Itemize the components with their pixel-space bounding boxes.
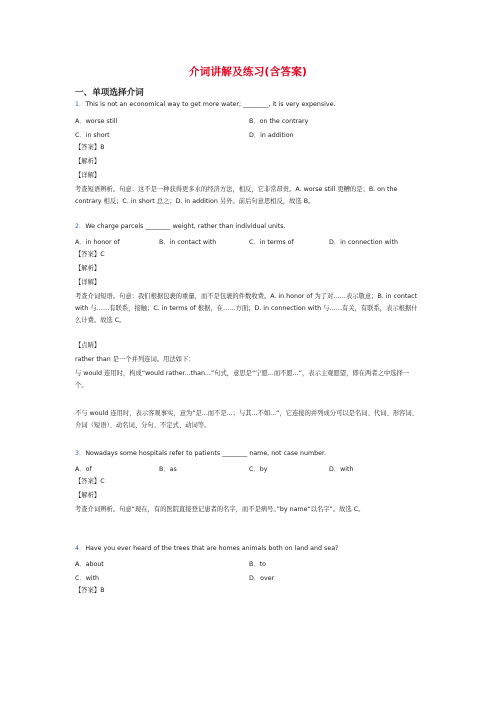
option-b: B．as <box>159 466 177 473</box>
option-b: B．to <box>249 561 266 568</box>
option-b: B．in contact with <box>159 239 217 246</box>
analysis-label: 【解析】 <box>75 265 101 272</box>
option-d: D．with <box>329 466 354 473</box>
analysis-label: 【解析】 <box>75 492 101 499</box>
option-c: C．in terms of <box>249 239 294 246</box>
page-title: 介词讲解及练习(含答案) <box>188 66 308 78</box>
option-d: D．in connection with <box>329 239 398 246</box>
answer-label: 【答案】B <box>75 144 105 151</box>
question-text: Have you ever heard of the trees that are homes animals both on land and sea? <box>85 545 339 552</box>
answer-label: 【答案】B <box>75 587 105 594</box>
question-number: 2． <box>75 223 86 230</box>
option-a: A．about <box>75 561 104 568</box>
note-text: 不与 would 连用时，表示客观事实，意为“是...而不是...；与其...不如...”，它连接的并列成分可以是名词、代词、形容词、介词（短语）、动名词、分句、不定式、动词等。 <box>75 410 418 429</box>
explanation-text: 考查短语辨析。句意：这不是一种获得更多水的经济方法，相反，它非常昂贵。A. worse still 更糟的是；B. on the contrary 相反；C. in short 总之；D. in addition 另外。前后句意思相反，故选 B。 <box>75 186 398 205</box>
option-b: B．on the contrary <box>249 118 309 125</box>
detail-label: 【详解】 <box>75 172 101 179</box>
note-text: rather than 是一个并列连词。用法如下： <box>75 356 195 363</box>
explanation-text: 考查介词辨析。句意“现在，有的医院直接登记患者的名字，而不是病号。”by name“以名字”。故选 C。 <box>75 506 365 513</box>
question-4 <box>75 545 338 553</box>
option-d: D．over <box>249 575 275 582</box>
answer-label: 【答案】C <box>75 478 105 485</box>
question-number: 4． <box>75 545 86 552</box>
question-1 <box>75 101 336 109</box>
option-c: C．by <box>249 466 268 473</box>
question-number: 3． <box>75 450 86 457</box>
option-d: D．in addition <box>249 132 294 139</box>
section-heading: 一、单项选择介词 <box>75 88 144 98</box>
note-text: 与 would 连用时，构成“would rather...than...”句式，意思是“宁愿...而不愿...”，表示主观愿望，即在两者之中选择一个。 <box>75 370 410 389</box>
explanation-text: 考查介词短语。句意：我们根据包裹的重量，而不是包裹的件数收费。A. in honor of 为了对……表示敬意；B. in contact with 与……有联系，接触；C. in terms of 根据，在……方面；D. in connection with 与……有关，有联系，表示根据什么计费。故选 C。 <box>75 293 418 324</box>
option-c: C．in short <box>75 132 110 139</box>
question-text: We charge parcels ________ weight, rather than individual units. <box>85 223 286 230</box>
option-a: A．in honor of <box>75 239 120 246</box>
option-a: A．of <box>75 466 92 473</box>
key-point-label: 【点睛】 <box>75 342 101 349</box>
detail-label: 【详解】 <box>75 279 101 286</box>
question-text: This is not an economical way to get more water; ________, it is very expensive. <box>85 101 336 108</box>
option-c: C．with <box>75 575 100 582</box>
question-2 <box>75 223 286 231</box>
question-3 <box>75 450 326 458</box>
answer-label: 【答案】C <box>75 251 105 258</box>
analysis-label: 【解析】 <box>75 158 101 165</box>
question-number: 1． <box>75 101 86 108</box>
question-text: Nowadays some hospitals refer to patients ________ name, not case number. <box>85 450 326 457</box>
option-a: A．worse still <box>75 118 118 125</box>
